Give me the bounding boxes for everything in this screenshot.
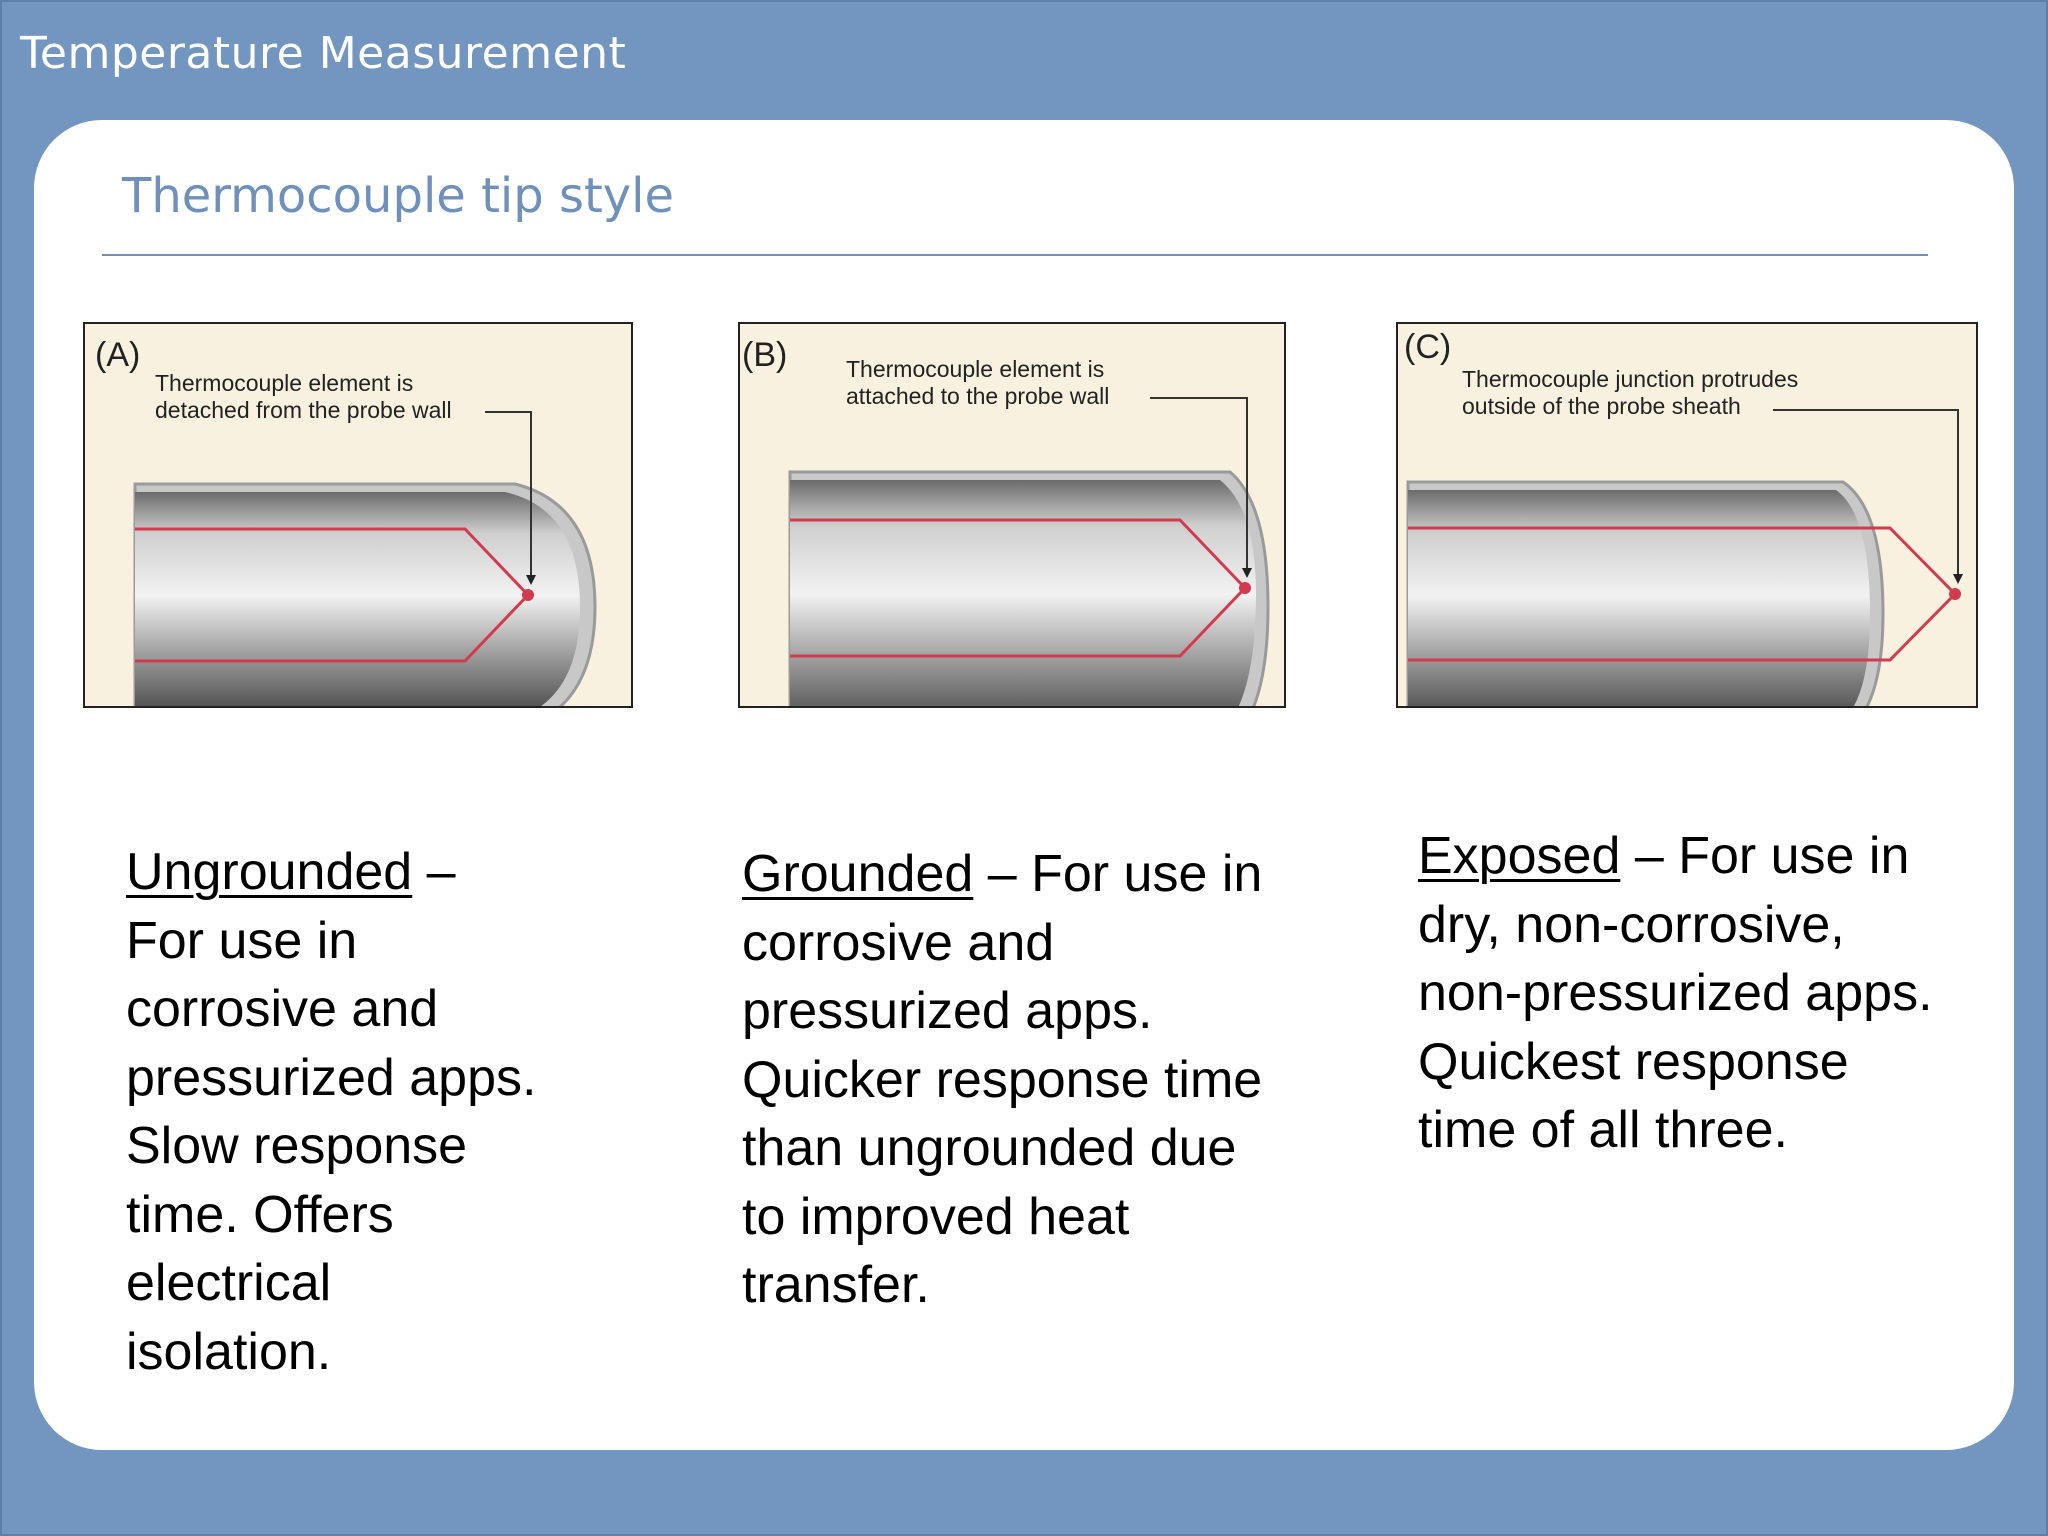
deck-title: Temperature Measurement	[20, 28, 627, 79]
junction-point	[1239, 582, 1251, 594]
description-text: – For use in dry, non-corrosive, non-pressurized apps. Quickest response time of all three.	[1418, 827, 1933, 1159]
diagram-ungrounded	[83, 322, 633, 708]
description-grounded	[742, 840, 1282, 1320]
probe-sheath	[135, 492, 580, 708]
slide-title: Thermocouple tip style	[122, 168, 675, 224]
diagram-callout: Thermocouple junction protrudes outside of the probe sheath	[1462, 366, 1799, 419]
title-divider	[102, 254, 1928, 256]
diagram-exposed	[1396, 322, 1978, 708]
description-text: – For use in corrosive and pressurized apps. Quicker response time than ungrounded due to improved heat transfer.	[742, 845, 1263, 1314]
diagram-tag: (C)	[1404, 328, 1452, 366]
diagram-callout: Thermocouple element is attached to the probe wall	[846, 356, 1110, 409]
diagram-callout: Thermocouple element is detached from the probe wall	[155, 370, 452, 423]
probe-sheath	[1408, 490, 1870, 708]
diagram-tag: (A)	[95, 336, 141, 374]
diagram-tag: (B)	[742, 336, 788, 374]
junction-point	[1949, 588, 1961, 600]
term-ungrounded: Ungrounded	[126, 843, 413, 901]
junction-point	[522, 589, 534, 601]
term-grounded: Grounded	[742, 845, 974, 903]
diagram-grounded	[738, 322, 1286, 708]
description-exposed	[1418, 822, 1938, 1165]
description-ungrounded	[126, 838, 546, 1386]
description-text: – For use in corrosive and pressurized apps. Slow response time. Offers electrical isolation.	[126, 843, 537, 1381]
probe-sheath	[790, 480, 1256, 708]
term-exposed: Exposed	[1418, 827, 1621, 885]
